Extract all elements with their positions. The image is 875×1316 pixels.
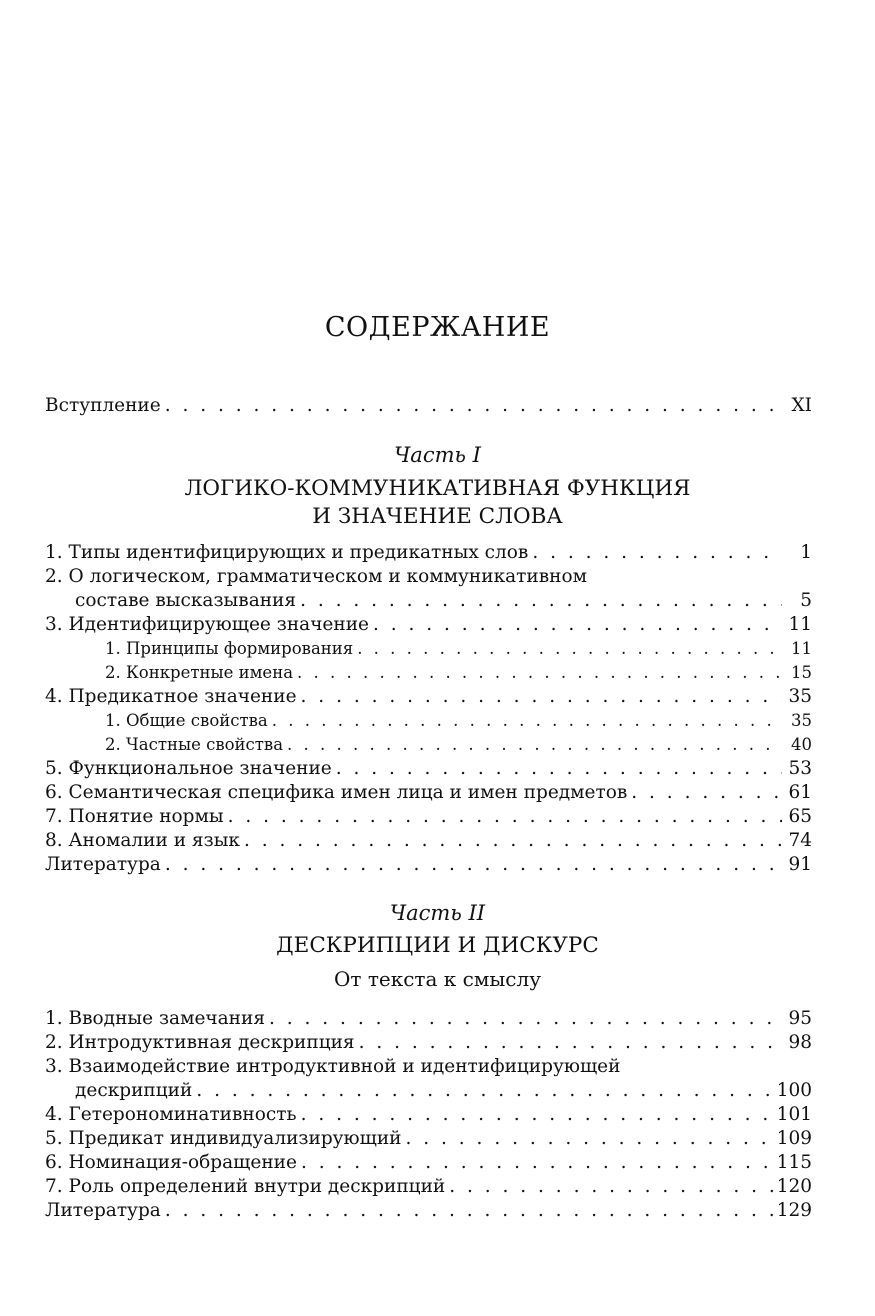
entry-page: 35 xyxy=(791,711,812,730)
entry-page: 120 xyxy=(776,1176,812,1197)
toc-entry[interactable] xyxy=(45,613,812,637)
toc-entry[interactable] xyxy=(45,541,812,565)
entry-label: 7. Роль определений внутри дескрипций xyxy=(45,1176,446,1197)
entry-label: 4. Гетерономинативность xyxy=(45,1104,297,1125)
toc-entry-continuation[interactable] xyxy=(45,589,812,613)
leader-dots xyxy=(196,1079,772,1103)
part1-title-line2: И ЗНАЧЕНИЕ СЛОВА xyxy=(312,504,563,529)
leader-dots xyxy=(373,613,782,637)
leader-dots xyxy=(449,1175,772,1199)
part2-toc xyxy=(45,1007,812,1223)
leader-dots xyxy=(165,394,782,418)
leader-dots xyxy=(297,661,782,685)
toc-entry[interactable] xyxy=(45,829,812,853)
entry-label: 6. Номинация-обращение xyxy=(45,1152,297,1173)
leader-dots xyxy=(336,757,782,781)
page-title: СОДЕРЖАНИЕ xyxy=(324,312,551,343)
leader-dots xyxy=(165,853,782,877)
toc-entry[interactable] xyxy=(45,805,812,829)
toc-subentry[interactable] xyxy=(45,733,812,757)
part1-label: Часть I xyxy=(394,443,481,467)
part2-subtitle: От текста к смыслу xyxy=(334,967,541,991)
entry-label: 8. Аномалии и язык xyxy=(45,830,240,851)
entry-page: 11 xyxy=(791,639,812,658)
entry-page: 5 xyxy=(800,590,812,611)
toc-entry[interactable] xyxy=(45,1151,812,1175)
leader-dots xyxy=(228,805,782,829)
intro-block xyxy=(45,394,812,418)
leader-dots xyxy=(287,733,782,757)
entry-label: 2. О логическом, грамматическом и коммуникативном xyxy=(45,566,588,587)
leader-dots xyxy=(272,709,782,733)
entry-page: 115 xyxy=(776,1152,812,1173)
entry-page: 61 xyxy=(788,782,812,803)
entry-page: 35 xyxy=(788,686,812,707)
leader-dots xyxy=(357,637,782,661)
leader-dots xyxy=(244,829,782,853)
leader-dots xyxy=(301,685,782,709)
entry-page: 100 xyxy=(776,1080,812,1101)
leader-dots xyxy=(165,1199,773,1223)
leader-dots xyxy=(300,589,782,613)
entry-label: 6. Семантическая специфика имен лица и имен предметов xyxy=(45,782,628,803)
entry-page: 1 xyxy=(800,542,812,563)
entry-page: 11 xyxy=(788,614,812,635)
entry-label: 2. Конкретные имена xyxy=(105,663,294,682)
toc-subentry[interactable] xyxy=(45,709,812,733)
leader-dots xyxy=(269,1007,782,1031)
entry-label: Литература xyxy=(45,854,161,875)
entry-label: 2. Частные свойства xyxy=(105,735,284,754)
entry-page: 40 xyxy=(791,735,812,754)
leader-dots xyxy=(631,781,782,805)
part1-title-line1: ЛОГИКО-КОММУНИКАТИВНАЯ ФУНКЦИЯ xyxy=(184,476,691,501)
toc-entry-continuation[interactable] xyxy=(45,1079,812,1103)
toc-subentry[interactable] xyxy=(45,637,812,661)
part2-label: Часть II xyxy=(389,901,486,925)
toc-entry[interactable] xyxy=(45,1031,812,1055)
toc-entry[interactable] xyxy=(45,685,812,709)
entry-label: 1. Общие свойства xyxy=(105,711,268,730)
toc-entry[interactable] xyxy=(45,1127,812,1151)
toc-entry-literature[interactable] xyxy=(45,1199,812,1223)
entry-label: 5. Предикат индивидуализирующий xyxy=(45,1128,402,1149)
leader-dots xyxy=(532,541,782,565)
entry-page: 95 xyxy=(788,1008,812,1029)
leader-dots xyxy=(301,1151,773,1175)
entry-label: 4. Предикатное значение xyxy=(45,686,297,707)
part2-title: ДЕСКРИПЦИИ И ДИСКУРС xyxy=(276,933,599,958)
entry-label: 7. Понятие нормы xyxy=(45,806,224,827)
entry-page: XI xyxy=(791,395,812,416)
entry-label: Литература xyxy=(45,1200,161,1221)
leader-dots xyxy=(301,1103,773,1127)
toc-entry-literature[interactable] xyxy=(45,853,812,877)
entry-label: 3. Взаимодействие интродуктивной и идентифицирующей xyxy=(45,1056,621,1077)
toc-subentry[interactable] xyxy=(45,661,812,685)
entry-page: 98 xyxy=(788,1032,812,1053)
entry-page: 129 xyxy=(776,1200,812,1221)
toc-entry-intro[interactable] xyxy=(45,394,812,418)
entry-page: 65 xyxy=(788,806,812,827)
toc-entry[interactable] xyxy=(45,781,812,805)
toc-entry[interactable] xyxy=(45,1175,812,1199)
leader-dots xyxy=(359,1031,782,1055)
entry-page: 91 xyxy=(788,854,812,875)
entry-label: 5. Функциональное значение xyxy=(45,758,332,779)
entry-label: составе высказывания xyxy=(75,590,297,611)
entry-page: 109 xyxy=(776,1128,812,1149)
toc-entry[interactable] xyxy=(45,757,812,781)
part1-toc xyxy=(45,541,812,877)
entry-page: 74 xyxy=(788,830,812,851)
entry-label: дескрипций xyxy=(75,1080,193,1101)
toc-entry[interactable] xyxy=(45,1103,812,1127)
entry-label: 1. Типы идентифицирующих и предикатных слов xyxy=(45,542,529,563)
toc-entry[interactable] xyxy=(45,565,812,589)
entry-label: 3. Идентифицирующее значение xyxy=(45,614,369,635)
entry-page: 53 xyxy=(788,758,812,779)
entry-label: 1. Вводные замечания xyxy=(45,1008,266,1029)
entry-page: 15 xyxy=(791,663,812,682)
entry-label: Вступление xyxy=(45,395,161,416)
leader-dots xyxy=(406,1127,773,1151)
toc-entry[interactable] xyxy=(45,1055,812,1079)
toc-entry[interactable] xyxy=(45,1007,812,1031)
entry-page: 101 xyxy=(776,1104,812,1125)
entry-label: 2. Интродуктивная дескрипция xyxy=(45,1032,355,1053)
entry-label: 1. Принципы формирования xyxy=(105,639,354,658)
